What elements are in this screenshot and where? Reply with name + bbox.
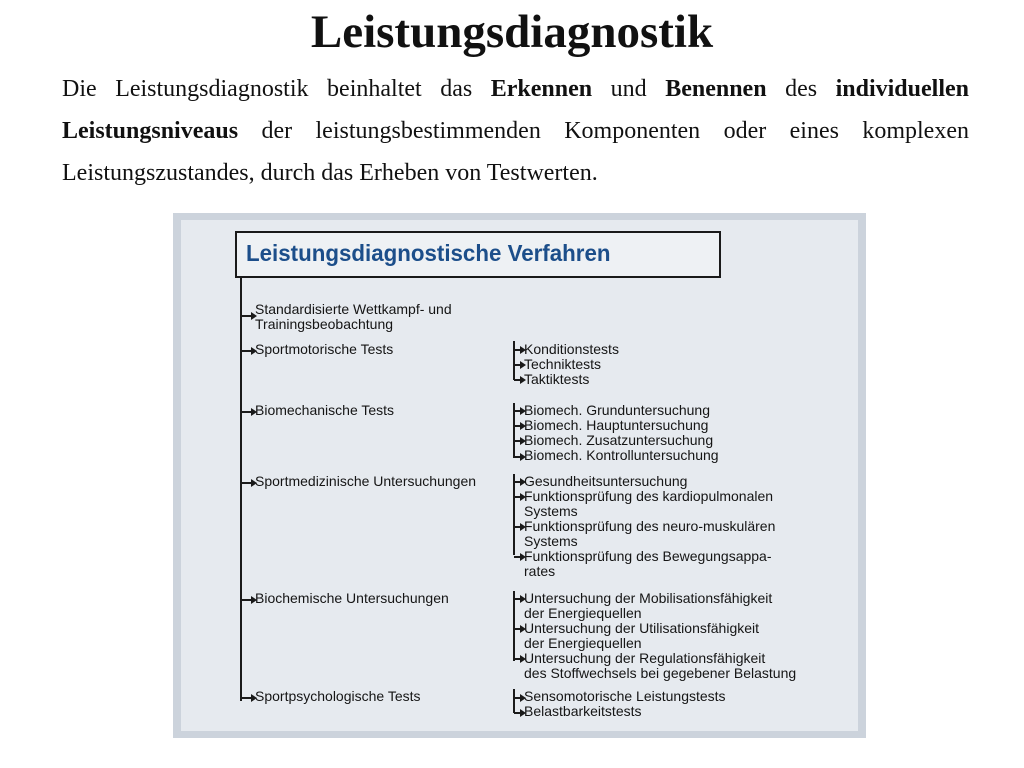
intro-text-2: und (592, 76, 666, 102)
subitem-konditionstests: Konditionstests (524, 341, 619, 357)
subitem-arrow (514, 425, 521, 427)
category-label: Standardisierte Wettkampf- und Trainingsbeobachtung (255, 301, 452, 332)
subitem-kardiopulmonal (524, 489, 773, 519)
intro-text-4: der leistungsbestimmenden Komponenten oder eines komplexen Leistungszustandes, durch das Erheben von Testwerten. (62, 118, 969, 186)
group-connector-line (513, 341, 515, 380)
subitem-label: Funktionsprüfung des Bewegungsappa- rates (524, 548, 772, 579)
subitem-arrow (514, 628, 521, 630)
category-arrow (241, 411, 252, 413)
subitem-mobilisationsfaehigkeit (524, 591, 772, 621)
category-sportmedizinische-untersuchungen: Sportmedizinische Untersuchungen (255, 473, 477, 489)
diagram-figure (173, 213, 866, 738)
subitem-belastbarkeitstests: Belastbarkeitstests (524, 703, 642, 719)
subitem-arrow (514, 349, 521, 351)
diagram-panel (181, 220, 858, 731)
subitem-biomech-grunduntersuchung: Biomech. Grunduntersuchung (524, 402, 710, 418)
intro-bold-erkennen: Erkennen (490, 76, 593, 102)
subitem-arrow (514, 658, 521, 660)
subitem-neuro-muskulaer (524, 519, 775, 549)
subitem-biomech-zusatzuntersuchung: Biomech. Zusatzuntersuchung (524, 432, 714, 448)
intro-text-1: Die Leistungsdiagnostik beinhaltet das (62, 76, 491, 102)
subitem-label: Untersuchung der Utilisationsfähigkeit der Energiequellen (524, 620, 760, 651)
subitem-arrow (514, 526, 521, 528)
main-connector-line (240, 278, 242, 701)
subitem-label: Untersuchung der Mobilisationsfähigkeit der Energiequellen (524, 590, 773, 621)
slide-title: Leistungsdiagnostik (310, 6, 714, 58)
intro-bold-leistungsniveaus: individuellen Leistungsniveaus (62, 76, 969, 144)
subitem-gesundheitsuntersuchung: Gesundheitsuntersuchung (524, 473, 688, 489)
subitem-bewegungsapparat (524, 549, 772, 579)
subitem-arrow (514, 496, 521, 498)
category-arrow (241, 315, 252, 317)
group-connector-line (513, 689, 515, 713)
subitem-label: Funktionsprüfung des kardiopulmonalen Systems (524, 488, 774, 519)
intro-bold-benennen: Benennen (665, 76, 767, 102)
subitem-techniktests: Techniktests (524, 356, 602, 372)
diagram-heading: Leistungsdiagnostische Verfahren (246, 240, 611, 266)
subitem-arrow (514, 410, 521, 412)
intro-paragraph (62, 68, 969, 194)
subitem-regulationsfaehigkeit (524, 651, 796, 681)
subitem-arrow (514, 456, 521, 458)
category-arrow (241, 482, 252, 484)
subitem-biomech-kontrolluntersuchung: Biomech. Kontrolluntersuchung (524, 447, 719, 463)
category-arrow (241, 350, 252, 352)
subitem-utilisationsfaehigkeit (524, 621, 759, 651)
diagram-heading-box (235, 231, 721, 278)
category-biomechanische-tests: Biomechanische Tests (255, 402, 395, 418)
group-connector-line (513, 591, 515, 661)
subitem-label: Funktionsprüfung des neuro-muskulären Systems (524, 518, 776, 549)
subitem-arrow (514, 697, 521, 699)
category-sportmotorische-tests: Sportmotorische Tests (255, 341, 394, 357)
subitem-arrow (514, 481, 521, 483)
subitem-taktiktests: Taktiktests (524, 371, 590, 387)
subitem-arrow (514, 364, 521, 366)
subitem-arrow (514, 556, 521, 558)
category-sportpsychologische-tests: Sportpsychologische Tests (255, 688, 421, 704)
subitem-arrow (514, 598, 521, 600)
category-biochemische-untersuchungen: Biochemische Untersuchungen (255, 590, 449, 606)
subitem-label: Untersuchung der Regulationsfähigkeit des Stoffwechsels bei gegebener Belastung (524, 650, 797, 681)
category-arrow (241, 697, 252, 699)
intro-text-3: des (766, 76, 836, 102)
group-connector-line (513, 474, 515, 555)
subitem-arrow (514, 379, 521, 381)
category-arrow (241, 599, 252, 601)
subitem-arrow (514, 440, 521, 442)
subitem-arrow (514, 712, 521, 714)
subitem-sensomotorische-leistungstests: Sensomotorische Leistungstests (524, 688, 726, 704)
category-wettkampfbeobachtung (255, 302, 452, 332)
subitem-biomech-hauptuntersuchung: Biomech. Hauptuntersuchung (524, 417, 709, 433)
